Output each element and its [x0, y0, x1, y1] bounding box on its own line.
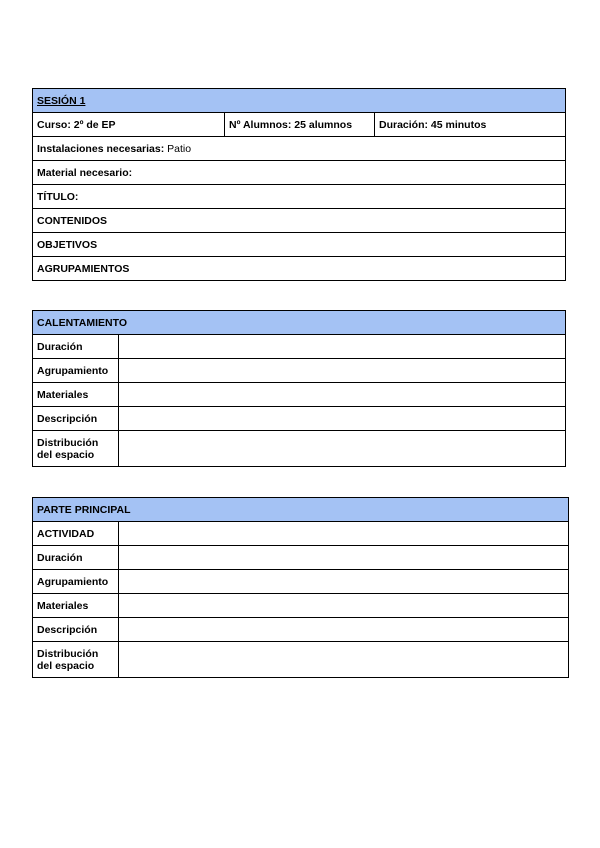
session-header-row	[33, 89, 566, 113]
main-part-row	[33, 618, 569, 642]
groupings-row	[33, 257, 566, 281]
duration-cell: Duración: 45 minutos	[375, 113, 566, 137]
session-title: SESIÓN 1	[33, 89, 566, 113]
main-part-title: PARTE PRINCIPAL	[33, 498, 569, 522]
main-part-row-label: ACTIVIDAD	[33, 522, 119, 546]
main-part-space-row	[33, 642, 569, 678]
main-part-table	[32, 497, 569, 678]
material-row	[33, 161, 566, 185]
main-part-row	[33, 594, 569, 618]
contents-row	[33, 209, 566, 233]
main-part-row-value	[119, 522, 569, 546]
title-row	[33, 185, 566, 209]
main-part-row	[33, 522, 569, 546]
material-cell: Material necesario:	[33, 161, 566, 185]
main-part-space-label: Distribución del espacio	[33, 642, 119, 678]
main-part-row-label: Duración	[33, 546, 119, 570]
objectives-cell: OBJETIVOS	[33, 233, 566, 257]
warmup-row-value	[119, 431, 566, 467]
main-part-row-label: Materiales	[33, 594, 119, 618]
warmup-row-label: Descripción	[33, 407, 119, 431]
main-part-row	[33, 570, 569, 594]
warmup-row	[33, 359, 566, 383]
warmup-table	[32, 310, 566, 467]
main-part-row	[33, 546, 569, 570]
students-cell: Nº Alumnos: 25 alumnos	[225, 113, 375, 137]
warmup-row	[33, 407, 566, 431]
main-part-row-label: Descripción	[33, 618, 119, 642]
warmup-row	[33, 335, 566, 359]
warmup-row-label: Agrupamiento	[33, 359, 119, 383]
warmup-row	[33, 383, 566, 407]
title-cell: TÍTULO:	[33, 185, 566, 209]
main-part-row-value	[119, 618, 569, 642]
session-info-row	[33, 113, 566, 137]
warmup-row-value	[119, 383, 566, 407]
warmup-row-label: Materiales	[33, 383, 119, 407]
objectives-row	[33, 233, 566, 257]
session-table	[32, 88, 566, 281]
warmup-row-value	[119, 407, 566, 431]
main-part-row-value	[119, 546, 569, 570]
warmup-row-label: Duración	[33, 335, 119, 359]
course-cell: Curso: 2º de EP	[33, 113, 225, 137]
facilities-value: Patio	[167, 142, 192, 155]
warmup-space-row	[33, 431, 566, 467]
warmup-title: CALENTAMIENTO	[33, 311, 566, 335]
groupings-cell: AGRUPAMIENTOS	[33, 257, 566, 281]
facilities-cell	[33, 137, 566, 161]
facilities-row	[33, 137, 566, 161]
warmup-row-value	[119, 335, 566, 359]
warmup-row-value	[119, 359, 566, 383]
main-part-header-row	[33, 498, 569, 522]
warmup-header-row	[33, 311, 566, 335]
main-part-row-value	[119, 570, 569, 594]
main-part-row-label: Agrupamiento	[33, 570, 119, 594]
main-part-row-value	[119, 642, 569, 678]
facilities-label: Instalaciones necesarias:	[37, 142, 165, 155]
contents-cell: CONTENIDOS	[33, 209, 566, 233]
warmup-space-label: Distribución del espacio	[33, 431, 119, 467]
main-part-row-value	[119, 594, 569, 618]
